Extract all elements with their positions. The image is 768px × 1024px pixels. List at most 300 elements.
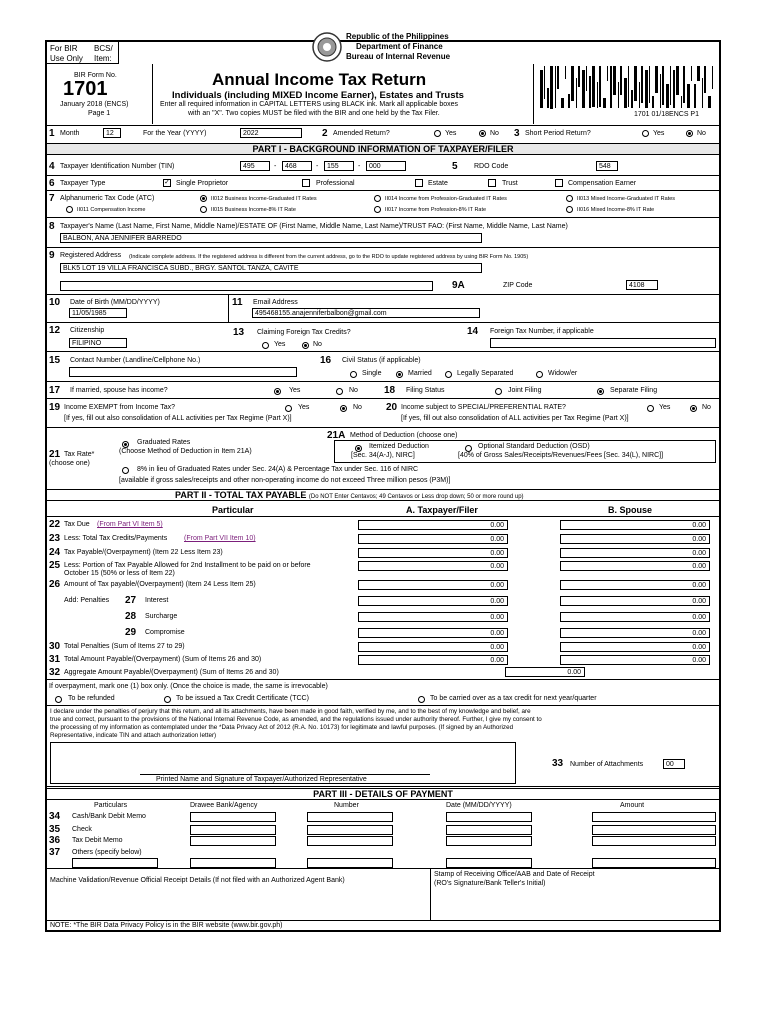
barcode-bar (571, 66, 574, 101)
item-22-number: 22 (49, 519, 61, 530)
attachments-field[interactable]: 00 (663, 759, 685, 769)
rule-after-item8 (47, 247, 719, 248)
stamp-label-2: (RO's Signature/Bank Teller's Initial) (434, 880, 546, 887)
barcode-bar (561, 98, 564, 108)
barcode-bar (589, 76, 591, 108)
graduated-rates-radio[interactable] (122, 441, 129, 448)
exempt-no-label: No (353, 404, 362, 411)
foreign-credit-yes-label: Yes (274, 341, 286, 348)
signature-line (140, 774, 430, 775)
taxpayer-name-field[interactable]: BALBON, ANA JENNIFER BARREDO (60, 233, 482, 243)
item-35-date-field[interactable] (446, 825, 532, 835)
item-14-label: Foreign Tax Number, if applicable (490, 328, 594, 335)
atc-ii011-radio[interactable] (66, 206, 73, 213)
item-31-spouse-amount[interactable]: 0.00 (560, 655, 710, 665)
col-drawee-bank: Drawee Bank/Agency (190, 802, 258, 809)
rule-after-item6 (47, 190, 719, 191)
osd-section: [40% of Gross Sales/Receipts/Revenues/Fees [Sec. 34(L), NIRC]] (458, 452, 664, 459)
barcode-bar (681, 96, 682, 108)
item-36-date-field[interactable] (446, 836, 532, 846)
item-5-number: 5 (452, 161, 458, 172)
item-34-amount-field[interactable] (592, 812, 716, 822)
eight-percent-label: 8% in lieu of Graduated Rates under Sec. 24(A) & Percentage Tax under Sec. 116 of NIRC (137, 466, 419, 473)
item-37-label: Others (specify below) (72, 849, 142, 856)
item-24-taxpayer-amount[interactable]: 0.00 (358, 548, 508, 558)
declaration-line4: Representative, indicate TIN and attach authorization letter) (50, 732, 217, 739)
tcc-label: To be issued a Tax Credit Certificate (TCC) (176, 695, 309, 702)
item-18-label: Filing Status (406, 387, 445, 394)
item-2-label: Amended Return? (333, 130, 390, 137)
civil-separated-radio[interactable] (445, 371, 452, 378)
tin-field-3[interactable]: 155 (324, 161, 354, 171)
item-15-label: Contact Number (Landline/Cellphone No.) (70, 357, 201, 364)
barcode-bar (649, 66, 650, 103)
special-rate-no-radio[interactable] (690, 405, 697, 412)
single-proprietor-label: Single Proprietor (176, 180, 229, 187)
item-21a-label: Method of Deduction (choose one) (350, 432, 458, 439)
eight-percent-note: [available if gross sales/receipts and other non-operating income do not exceed Three million pesos (P3M)] (119, 477, 451, 484)
barcode-bar (618, 82, 619, 108)
trust-label: Trust (502, 180, 518, 187)
item-17-label: If married, spouse has income? (70, 387, 168, 394)
instructions-line2: with an "X". Two copies MUST be filed with the BIR and one held by the Tax Filer. (188, 110, 440, 117)
item-7-label: Alphanumeric Tax Code (ATC) (60, 195, 155, 202)
rule-after-item12 (47, 351, 719, 352)
spouse-income-no-radio[interactable] (336, 388, 343, 395)
joint-filing-radio[interactable] (495, 388, 502, 395)
barcode-bar (645, 70, 648, 108)
barcode-bar (676, 66, 679, 95)
item-11-label: Email Address (253, 299, 298, 306)
joint-filing-label: Joint Filing (508, 387, 542, 394)
item-23-taxpayer-amount[interactable]: 0.00 (358, 534, 508, 544)
item-19-number: 19 (49, 402, 61, 413)
overpayment-note: If overpayment, mark one (1) box only. (Once the choice is made, the same is irrevocable) (49, 683, 328, 690)
foreign-credit-no-radio[interactable] (302, 342, 309, 349)
item-29-taxpayer-amount[interactable]: 0.00 (358, 628, 508, 638)
barcode-bar (557, 66, 559, 89)
barcode-bar (634, 66, 637, 101)
item-25-taxpayer-amount[interactable]: 0.00 (358, 561, 508, 571)
item-13-label: Claiming Foreign Tax Credits? (257, 329, 351, 336)
barcode-bar (631, 90, 633, 108)
item-37-number-field[interactable] (307, 858, 393, 868)
machine-validation-label: Machine Validation/Revenue Official Receipt Details (If not filed with an Authorized Agent Bank) (50, 877, 345, 884)
item-12-label: Citizenship (70, 327, 105, 334)
barcode-bar (712, 66, 713, 89)
item-21-label: Tax Rate* (64, 451, 95, 458)
barcode-bar (687, 84, 690, 108)
item-27-taxpayer-amount[interactable]: 0.00 (358, 596, 508, 606)
barcode-bar (610, 66, 612, 108)
fiscal-year-field[interactable]: 2022 (240, 128, 302, 138)
barcode-bar (683, 66, 685, 103)
item-9-number: 9 (49, 250, 55, 261)
barcode-bar (704, 66, 706, 93)
graduated-rates-note: (Choose Method of Deduction in Item 21A) (119, 448, 252, 455)
osd-label: Optional Standard Deduction (OSD) (478, 443, 590, 450)
department-text: Department of Finance (356, 42, 443, 51)
col-number: Number (334, 802, 359, 809)
rule-after-item10 (47, 322, 719, 323)
item-22-link[interactable]: (From Part VI Item 5) (97, 521, 163, 528)
item-31-taxpayer-amount[interactable]: 0.00 (358, 655, 508, 665)
amended-yes-radio[interactable] (434, 130, 441, 137)
item-20-number: 20 (386, 402, 398, 413)
zip-label: ZIP Code (503, 282, 533, 289)
part3-header (47, 788, 719, 800)
barcode-bar (628, 66, 629, 107)
barcode-bar (708, 96, 711, 108)
civil-married-label: Married (408, 370, 432, 377)
item-35-number: 35 (49, 824, 61, 835)
civil-widow-radio[interactable] (536, 371, 543, 378)
tin-dash-1: - (274, 163, 277, 170)
barcode-bar (540, 70, 543, 108)
civil-separated-label: Legally Separated (457, 370, 514, 377)
item-24-label: Tax Payable/(Overpayment) (Item 22 Less Item 23) (64, 549, 223, 556)
barcode-bar (639, 82, 640, 108)
exempt-yes-radio[interactable] (285, 405, 292, 412)
foreign-tax-number-field[interactable] (490, 338, 716, 348)
item-34-bank-field[interactable] (190, 812, 276, 822)
separate-filing-label: Separate Filing (610, 387, 658, 394)
item-37-bank-field[interactable] (190, 858, 276, 868)
col-date: Date (MM/DD/YYYY) (446, 802, 512, 809)
item-7-number: 7 (49, 193, 55, 204)
bcs-label: BCS/ (94, 44, 113, 53)
item-35-bank-field[interactable] (190, 825, 276, 835)
item-28-label: Surcharge (145, 613, 178, 620)
barcode-bar (603, 98, 606, 108)
item-28-taxpayer-amount[interactable]: 0.00 (358, 612, 508, 622)
tin-dash-3: - (358, 163, 361, 170)
item-19-note: [If yes, fill out also consolidation of ALL activities per Tax Regime (Part X)] (64, 415, 292, 422)
barcode-bar (652, 96, 654, 108)
part2-title: PART II - TOTAL TAX PAYABLE (175, 490, 307, 500)
item-9-label: Registered Address (60, 252, 122, 259)
barcode-bar (694, 84, 696, 108)
barcode-bar (550, 66, 553, 109)
item-17-number: 17 (49, 385, 61, 396)
instructions-line1: Enter all required information in CAPITAL LETTERS using BLACK ink. Mark all applicable boxes (160, 101, 459, 108)
part1-title: PART I - BACKGROUND INFORMATION OF TAXPAYER/FILER (252, 144, 514, 154)
amended-no-label: No (490, 130, 499, 137)
header-divider-right (533, 64, 534, 124)
barcode-code: 1701 01/18ENCS P1 (634, 111, 699, 118)
trust-checkbox[interactable] (488, 179, 496, 187)
aggregate-amount-field[interactable]: 0.00 (505, 667, 585, 677)
rule-after-item17 (47, 398, 719, 399)
civil-widow-label: Widow/er (548, 370, 578, 377)
barcode-bar (697, 66, 700, 81)
citizenship-field[interactable]: FILIPINO (69, 338, 127, 348)
form-date: January 2018 (ENCS) (60, 101, 129, 108)
single-proprietor-checkbox[interactable]: ✓ (164, 179, 170, 186)
item-16-label: Civil Status (if applicable) (342, 357, 421, 364)
rule-after-item9 (47, 294, 719, 295)
item-23-number: 23 (49, 533, 61, 544)
tin-field-2[interactable]: 468 (282, 161, 312, 171)
item-21a-number: 21A (327, 430, 346, 441)
item-24-number: 24 (49, 547, 61, 558)
item-10-label: Date of Birth (MM/DD/YYYY) (70, 299, 160, 306)
barcode-bar (655, 66, 658, 93)
compensation-earner-checkbox[interactable] (555, 179, 563, 187)
email-field[interactable]: 495468155.anajenniferbalbon@gmail.com (252, 308, 480, 318)
item-27-number: 27 (125, 595, 137, 606)
item-36-number-field[interactable] (307, 836, 393, 846)
tin-dash-2: - (316, 163, 319, 170)
item-25-spouse-amount[interactable]: 0.00 (560, 561, 710, 571)
graduated-rates-label: Graduated Rates (137, 439, 191, 446)
item-21-number: 21 (49, 449, 61, 460)
foreign-credit-yes-radio[interactable] (262, 342, 269, 349)
item-34-date-field[interactable] (446, 812, 532, 822)
footer-note: NOTE: *The BIR Data Privacy Policy is in the BIR website (www.bir.gov.ph) (50, 922, 283, 929)
item-19-label: Income EXEMPT from Income Tax? (64, 404, 176, 411)
tin-field-1[interactable]: 495 (240, 161, 270, 171)
item-30-taxpayer-amount[interactable]: 0.00 (358, 642, 508, 652)
registered-address-field[interactable]: BLK5 LOT 19 VILLA FRANCISCA SUBD., BRGY. SANTOL TANZA, CAVITE (60, 263, 482, 273)
col-particulars: Particulars (94, 802, 128, 809)
item-9a-number: 9A (452, 280, 465, 291)
barcode-bar (624, 78, 627, 108)
barcode-bar (578, 66, 580, 87)
contact-number-field[interactable] (69, 367, 297, 377)
item-22-taxpayer-amount[interactable]: 0.00 (358, 520, 508, 530)
professional-label: Professional (316, 180, 355, 187)
item-26-taxpayer-amount[interactable]: 0.00 (358, 580, 508, 590)
barcode-bar (620, 66, 622, 95)
part1-header (47, 143, 719, 155)
itemized-radio[interactable] (355, 445, 362, 452)
item-29-spouse-amount[interactable]: 0.00 (560, 628, 710, 638)
rule-after-item4 (47, 175, 719, 176)
amended-yes-label: Yes (445, 130, 457, 137)
stamp-box[interactable] (431, 868, 719, 920)
atc-ii016-label: II016 Mixed Income-8% IT Rate (577, 207, 655, 213)
barcode-bar (673, 70, 675, 108)
item-36-label: Tax Debit Memo (72, 837, 123, 844)
barcode-bar (702, 78, 703, 108)
barcode-bar (641, 66, 643, 103)
barcode-bar (576, 78, 577, 108)
barcode (538, 64, 716, 110)
atc-ii013-label: II013 Mixed Income-Graduated IT Rates (577, 196, 676, 202)
short-period-yes-radio[interactable] (642, 130, 649, 137)
item-13-number: 13 (233, 327, 245, 338)
month-field[interactable]: 12 (103, 128, 121, 138)
republic-text: Republic of the Philippines (346, 32, 449, 41)
item-21-sub: (choose one) (49, 460, 90, 467)
bureau-text: Bureau of Internal Revenue (346, 52, 451, 61)
item-10-number: 10 (49, 297, 61, 308)
item-36-number: 36 (49, 835, 61, 846)
item-29-number: 29 (125, 627, 137, 638)
special-rate-yes-radio[interactable] (647, 405, 654, 412)
exempt-no-radio[interactable] (340, 405, 347, 412)
barcode-bar (670, 66, 671, 105)
special-rate-yes-label: Yes (659, 404, 671, 411)
item-30-spouse-amount[interactable]: 0.00 (560, 642, 710, 652)
short-period-no-radio[interactable] (686, 130, 693, 137)
zip-field[interactable]: 4108 (626, 280, 658, 290)
refund-radio[interactable] (55, 696, 62, 703)
barcode-bar (607, 66, 608, 81)
item-22-spouse-amount[interactable]: 0.00 (560, 520, 710, 530)
item-29-label: Compromise (145, 629, 185, 636)
atc-ii012-radio[interactable] (200, 195, 207, 202)
item-4-label: Taxpayer Identification Number (TIN) (60, 163, 175, 170)
item-37-date-field[interactable] (446, 858, 532, 868)
atc-ii015-radio[interactable] (200, 206, 207, 213)
atc-ii012-label: II012 Business Income-Graduated IT Rates (211, 196, 317, 202)
part2-title-note: (Do NOT Enter Centavos; 49 Centavos or Less drop down; 50 or more round up) (308, 494, 524, 500)
atc-ii014-radio[interactable] (374, 195, 381, 202)
barcode-bar (613, 66, 616, 95)
eight-percent-radio[interactable] (122, 467, 129, 474)
item-26-spouse-amount[interactable]: 0.00 (560, 580, 710, 590)
spouse-income-yes-radio[interactable] (274, 388, 281, 395)
item-label: Item: (94, 54, 112, 63)
barcode-bar (691, 66, 692, 81)
item-4-number: 4 (49, 161, 55, 172)
signature-label: Printed Name and Signature of Taxpayer/Authorized Representative (156, 776, 367, 783)
item-23-label: Less: Total Tax Credits/Payments (64, 535, 168, 542)
item-15-number: 15 (49, 355, 61, 366)
part3-title: PART III - DETAILS OF PAYMENT (313, 789, 453, 799)
spouse-income-no-label: No (349, 387, 358, 394)
item-3-label: Short Period Return? (525, 130, 591, 137)
exempt-yes-label: Yes (298, 404, 310, 411)
item-26-label: Amount of Tax payable/(Overpayment) (Item 24 Less Item 25) (64, 581, 256, 588)
part2-title-wrap (47, 490, 719, 502)
declaration-line3: the processing of my information as contemplated under the *Data Privacy Act of 2012 (R.A. No. 10173) for legitimate and lawful purposes. (If signed by an Authorized (50, 724, 514, 731)
item-35-number-field[interactable] (307, 825, 393, 835)
atc-ii013-radio[interactable] (566, 195, 573, 202)
item-8-number: 8 (49, 221, 55, 232)
col-taxpayer: A. Taxpayer/Filer (406, 505, 478, 515)
others-specify-field[interactable] (72, 858, 158, 868)
item-33-number: 33 (552, 758, 564, 769)
barcode-bar (662, 66, 664, 105)
item-12-number: 12 (49, 325, 61, 336)
item-20-label: Income subject to SPECIAL/PREFERENTIAL RATE? (401, 404, 566, 411)
item-6-label: Taxpayer Type (60, 180, 106, 187)
divider-10-11 (228, 294, 229, 322)
item-37-amount-field[interactable] (592, 858, 716, 868)
item-6-number: 6 (49, 178, 55, 189)
atc-ii015-label: II015 Business Income-8% IT Rate (211, 207, 296, 213)
estate-checkbox[interactable] (415, 179, 423, 187)
item-9-note: (Indicate complete address. If the registered address is different from the current address, go to the RDO to update registered address by using BIR Form No. 1905) (129, 254, 529, 260)
barcode-bar (544, 66, 545, 99)
item-30-label: Total Penalties (Sum of Items 27 to 29) (64, 643, 185, 650)
item-34-label: Cash/Bank Debit Memo (72, 813, 146, 820)
item-33-label: Number of Attachments (570, 761, 644, 768)
carry-over-label: To be carried over as a tax credit for next year/quarter (430, 695, 597, 702)
declaration-line1: I declare under the penalties of perjury that this return, and all its attachments, have been made in good faith, verified by me, and to the best of my knowledge and belief, are (50, 708, 531, 715)
civil-single-label: Single (362, 370, 382, 377)
carry-over-radio[interactable] (418, 696, 425, 703)
osd-radio[interactable] (465, 445, 472, 452)
tcc-radio[interactable] (164, 696, 171, 703)
col-amount: Amount (620, 802, 645, 809)
item-14-number: 14 (467, 326, 479, 337)
form-page: Page 1 (88, 110, 111, 117)
barcode-bar (565, 66, 566, 79)
item-24-spouse-amount[interactable]: 0.00 (560, 548, 710, 558)
professional-checkbox[interactable] (302, 179, 310, 187)
item-23-spouse-amount[interactable]: 0.00 (560, 534, 710, 544)
rdo-field[interactable]: 548 (596, 161, 618, 171)
civil-single-radio[interactable] (350, 371, 357, 378)
date-of-birth-field[interactable]: 11/05/1985 (69, 308, 127, 318)
item-25-label: Less: Portion of Tax Payable Allowed for 2nd Installment to be paid on or before (64, 562, 311, 569)
item-37-number: 37 (49, 847, 61, 858)
amended-no-radio[interactable] (479, 130, 486, 137)
item-23-link[interactable]: (From Part VII Item 10) (184, 535, 256, 542)
item-8-label: Taxpayer's Name (Last Name, First Name, Middle Name)/ESTATE OF (First Name, Middle Name, Last Name)/TRUST FAO: (First Name, Middle Name, Last Name) (60, 223, 568, 230)
rule-after-item19 (47, 427, 719, 428)
separate-filing-radio[interactable] (597, 388, 604, 395)
item-36-bank-field[interactable] (190, 836, 276, 846)
atc-ii017-label: II017 Income from Profession-8% IT Rate (385, 207, 487, 213)
item-36-amount-field[interactable] (592, 836, 716, 846)
machine-validation-box[interactable] (47, 868, 431, 920)
civil-married-radio[interactable] (396, 371, 403, 378)
form-no-label: BIR Form No. (74, 72, 117, 79)
atc-ii014-label: II014 Income from Profession-Graduated IT Rates (385, 196, 507, 202)
item-31-number: 31 (49, 654, 61, 665)
item-26-number: 26 (49, 579, 61, 590)
compensation-earner-label: Compensation Earner (568, 180, 637, 187)
bir-seal-icon (311, 31, 343, 63)
atc-ii011-label: II011 Compensation Income (77, 207, 146, 213)
barcode-bar (660, 74, 661, 108)
item-27-spouse-amount[interactable]: 0.00 (560, 596, 710, 606)
item-1-number: 1 (49, 128, 55, 139)
item-1-label: Month (60, 130, 80, 137)
item-34-number-field[interactable] (307, 812, 393, 822)
registered-address-field-2[interactable] (60, 281, 433, 291)
atc-ii016-radio[interactable] (566, 206, 573, 213)
penalties-prefix: Add: Penalties (64, 597, 110, 604)
item-31-label: Total Amount Payable/(Overpayment) (Sum of Items 26 and 30) (64, 656, 262, 663)
item-22-label: Tax Due (64, 521, 90, 528)
item-35-label: Check (72, 826, 92, 833)
short-period-yes-label: Yes (653, 130, 665, 137)
item-35-amount-field[interactable] (592, 825, 716, 835)
refund-label: To be refunded (68, 695, 115, 702)
atc-ii017-radio[interactable] (374, 206, 381, 213)
item-3-number: 3 (514, 128, 520, 139)
item-25-label-2: October 15 (50% or less of Item 22) (64, 570, 175, 577)
col-particular: Particular (212, 505, 254, 515)
tin-field-4[interactable]: 000 (366, 161, 406, 171)
form-number: 1701 (63, 78, 108, 100)
barcode-bar (568, 94, 570, 108)
itemized-label: Itemized Deduction (369, 443, 429, 450)
fiscal-year-label: For the Year (YYYY) (143, 130, 207, 137)
rule-after-item7 (47, 217, 719, 218)
item-18-number: 18 (384, 385, 396, 396)
for-bir-label: For BIR (50, 44, 78, 53)
part2-header (47, 489, 719, 501)
item-28-spouse-amount[interactable]: 0.00 (560, 612, 710, 622)
use-only-label: Use Only (50, 54, 83, 63)
